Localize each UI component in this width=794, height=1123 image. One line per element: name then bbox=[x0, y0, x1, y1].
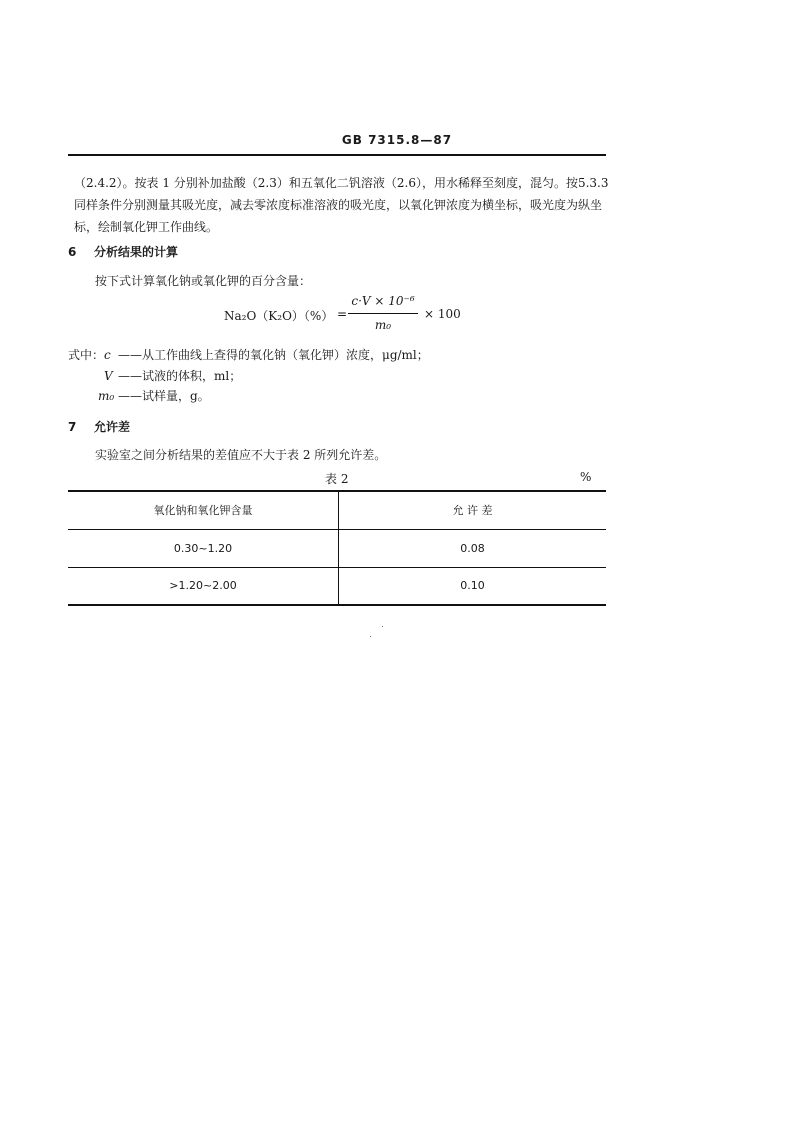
fraction-line bbox=[348, 313, 418, 314]
section-7-title: 允许差 bbox=[94, 420, 131, 434]
scan-speck bbox=[382, 626, 383, 627]
table-2 bbox=[68, 490, 606, 606]
table-2-unit: % bbox=[580, 470, 592, 484]
table-row bbox=[68, 529, 606, 567]
section-7-heading bbox=[68, 418, 130, 435]
table-cell-range: >1.20~2.00 bbox=[68, 567, 339, 605]
table-2-caption: 表 2 bbox=[325, 472, 349, 486]
formula-denominator: m₀ bbox=[374, 318, 392, 332]
symbol-m0: m₀ bbox=[98, 389, 115, 403]
table-header-tolerance: 允 许 差 bbox=[452, 504, 493, 518]
table-cell-tolerance: 0.10 bbox=[460, 579, 485, 593]
symbol-v: V bbox=[104, 369, 113, 383]
table-header-content: 氧化钠和氧化钾含量 bbox=[68, 491, 339, 529]
formula-numerator: c·V × 10⁻⁶ bbox=[351, 294, 415, 308]
header-rule bbox=[68, 154, 606, 156]
desc-v: ——试液的体积，ml； bbox=[118, 369, 242, 383]
formula-multiplier: × 100 bbox=[424, 307, 461, 321]
paragraph-continued: （2.4.2）。按表 1 分别补加盐酸（2.3）和五氧化二钒溶液（2.6），用水稀释至刻度，混匀。按5.3.3同样条件分别测量其吸光度，减去零浓度标准溶液的吸光度，以氧化钾浓度为横坐标，吸光度为纵坐标，绘制氧化钾工作曲线。 bbox=[74, 176, 609, 234]
where-label: 式中： bbox=[68, 348, 105, 362]
formula-equals: = bbox=[337, 307, 348, 321]
symbol-c: c bbox=[104, 348, 111, 362]
document-code-header: GB 7315.8—87 bbox=[341, 133, 453, 147]
desc-m0: ——试样量，g。 bbox=[118, 389, 210, 403]
where-item-v bbox=[104, 366, 241, 386]
section-6-title: 分析结果的计算 bbox=[94, 245, 179, 259]
table-header-row bbox=[68, 491, 606, 529]
table-row bbox=[68, 567, 606, 605]
section-6-intro: 按下式计算氧化钠或氧化钾的百分含量： bbox=[95, 274, 312, 288]
where-item-m0 bbox=[98, 386, 210, 406]
scan-speck bbox=[370, 636, 371, 637]
section-6-number: 6 bbox=[68, 245, 77, 259]
section-7-number: 7 bbox=[68, 420, 77, 434]
table-cell-range: 0.30~1.20 bbox=[68, 529, 339, 567]
formula-lhs: Na₂O（K₂O）（%） bbox=[224, 309, 334, 323]
section-6-heading bbox=[68, 243, 178, 260]
section-7-intro: 实验室之间分析结果的差值应不大于表 2 所列允许差。 bbox=[95, 448, 387, 462]
where-item-c bbox=[68, 345, 429, 365]
table-cell-tolerance: 0.08 bbox=[460, 541, 485, 555]
desc-c: ——从工作曲线上查得的氧化钠（氧化钾）浓度，μg/ml； bbox=[118, 348, 429, 362]
